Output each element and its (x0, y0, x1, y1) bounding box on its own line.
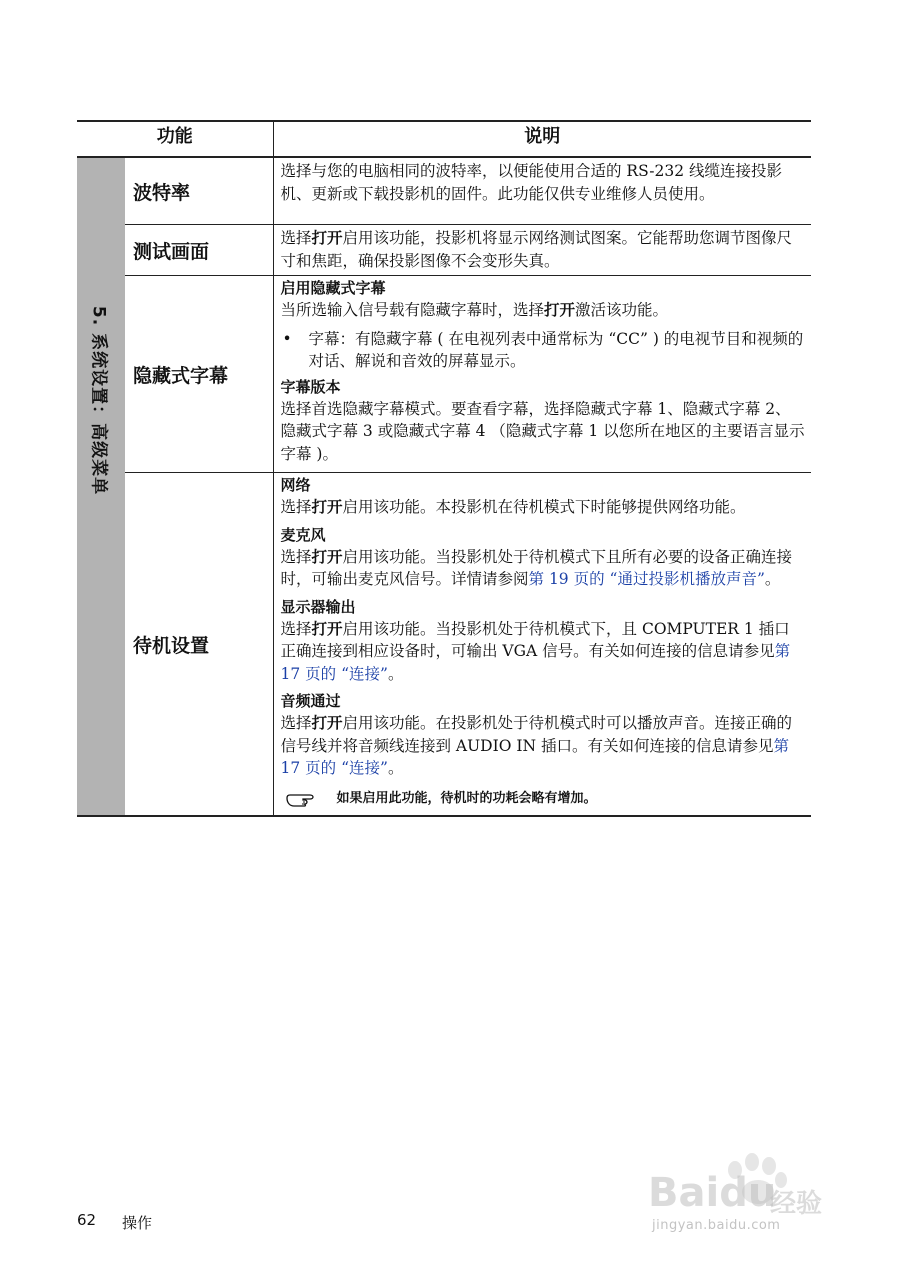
paragraph (281, 546, 806, 591)
paragraph-end: 。 (387, 759, 404, 777)
footer-section-label: 操作 (122, 1214, 153, 1232)
paragraph-pre: 选择 (280, 714, 312, 732)
header-description: 说明 (273, 121, 811, 157)
subsection-title: 麦克风 (280, 525, 326, 544)
paragraph (281, 618, 806, 686)
paragraph: 选择首选隐藏字幕模式。要查看字幕，选择隐藏式字幕 1、隐藏式字幕 2、隐藏式字幕 3 或隐藏式字幕 4 （隐藏式字幕 1 以您所在地区的主要语言显示字幕 )。 (280, 399, 805, 463)
bold-on-label: 打开 (311, 714, 343, 732)
section-label: 5. 系统设置：高级菜单 (88, 305, 109, 496)
settings-table (77, 120, 811, 817)
paragraph-end: 。 (764, 570, 781, 588)
table-row (77, 225, 811, 276)
function-description (273, 276, 811, 473)
watermark-brand: Baidu (648, 1170, 777, 1216)
paragraph-post: 启用该功能。在投影机处于待机模式时可以播放声音。连接正确的信号线并将音频线连接到 AUDIO IN 插口。有关如何连接的信息请参见 (280, 714, 793, 755)
bold-on-label: 打开 (311, 229, 343, 247)
bold-on-label: 打开 (544, 301, 576, 319)
bullet-text: 字幕：有隐藏字幕 ( 在电视列表中通常标为 “CC” ) 的电视节目和视频的对话、解说和音效的屏幕显示。 (308, 329, 804, 370)
paragraph-post: 启用该功能。当投影机处于待机模式下，且 COMPUTER 1 插口正确连接到相应设备时，可输出 VGA 信号。有关如何连接的信息请参见 (280, 619, 790, 660)
table-header-row (77, 121, 811, 157)
section-column (77, 157, 125, 816)
function-description (273, 473, 811, 817)
paragraph-post: 启用该功能。当投影机处于待机模式下且所有必要的设备正确连接时，可输出麦克风信号。详情请参阅 (280, 547, 793, 588)
note (281, 788, 806, 811)
paragraph-post: 激活该功能。 (575, 301, 669, 319)
bold-on-label: 打开 (311, 547, 343, 566)
function-description (273, 225, 811, 276)
subsection-title: 字幕版本 (280, 377, 341, 396)
header-function: 功能 (77, 121, 273, 157)
watermark-brand-cn: 经验 (770, 1189, 823, 1219)
function-description (273, 157, 811, 225)
subsection-title: 显示器输出 (280, 597, 356, 616)
page-number: 62 (77, 1211, 97, 1229)
paragraph-pre: 当所选输入信号载有隐藏字幕时，选择 (280, 301, 545, 319)
paragraph-pre: 选择 (280, 498, 312, 516)
function-name: 隐藏式字幕 (125, 276, 273, 473)
description-pre: 选择 (280, 229, 312, 247)
subsection-title: 音频通过 (280, 692, 341, 710)
table-row (77, 473, 811, 817)
paragraph (281, 712, 806, 780)
paragraph (281, 299, 806, 322)
description-post: 启用该功能，投影机将显示网络测试图案。它能帮助您调节图像尺寸和焦距，确保投影图像不会变形失真。 (280, 229, 793, 270)
bullet-mark: • (282, 329, 292, 348)
table-row (77, 157, 811, 225)
paragraph-pre: 选择 (280, 547, 312, 566)
bullet-item (281, 328, 806, 373)
bold-on-label: 打开 (311, 498, 343, 516)
table-row (77, 276, 811, 473)
bold-on-label: 打开 (311, 619, 343, 638)
paragraph-end: 。 (387, 664, 404, 683)
paragraph-post: 启用该功能。本投影机在待机模式下时能够提供网络功能。 (342, 498, 746, 516)
paragraph-pre: 选择 (280, 619, 312, 638)
page-reference-link[interactable]: 第 17 页的 “连接” (280, 642, 791, 683)
paragraph (281, 496, 806, 519)
function-name: 波特率 (125, 157, 273, 225)
page-reference-link[interactable]: 第 19 页的 “通过投影机播放声音” (528, 570, 765, 588)
subsection-title: 网络 (280, 476, 311, 494)
note-text: 如果启用此功能，待机时的功耗会略有增加。 (336, 790, 597, 806)
page-reference-link[interactable]: 第 17 页的 “连接” (280, 736, 789, 777)
subsection-title: 启用隐藏式字幕 (280, 279, 386, 297)
pointing-hand-icon (285, 790, 319, 808)
description-text: 选择与您的电脑相同的波特率，以便能使用合适的 RS-232 线缆连接投影机、更新或下载投影机的固件。此功能仅供专业维修人员使用。 (280, 162, 783, 203)
watermark-url: jingyan.baidu.com (652, 1218, 781, 1233)
function-name: 待机设置 (125, 473, 273, 817)
function-name: 测试画面 (125, 225, 273, 276)
